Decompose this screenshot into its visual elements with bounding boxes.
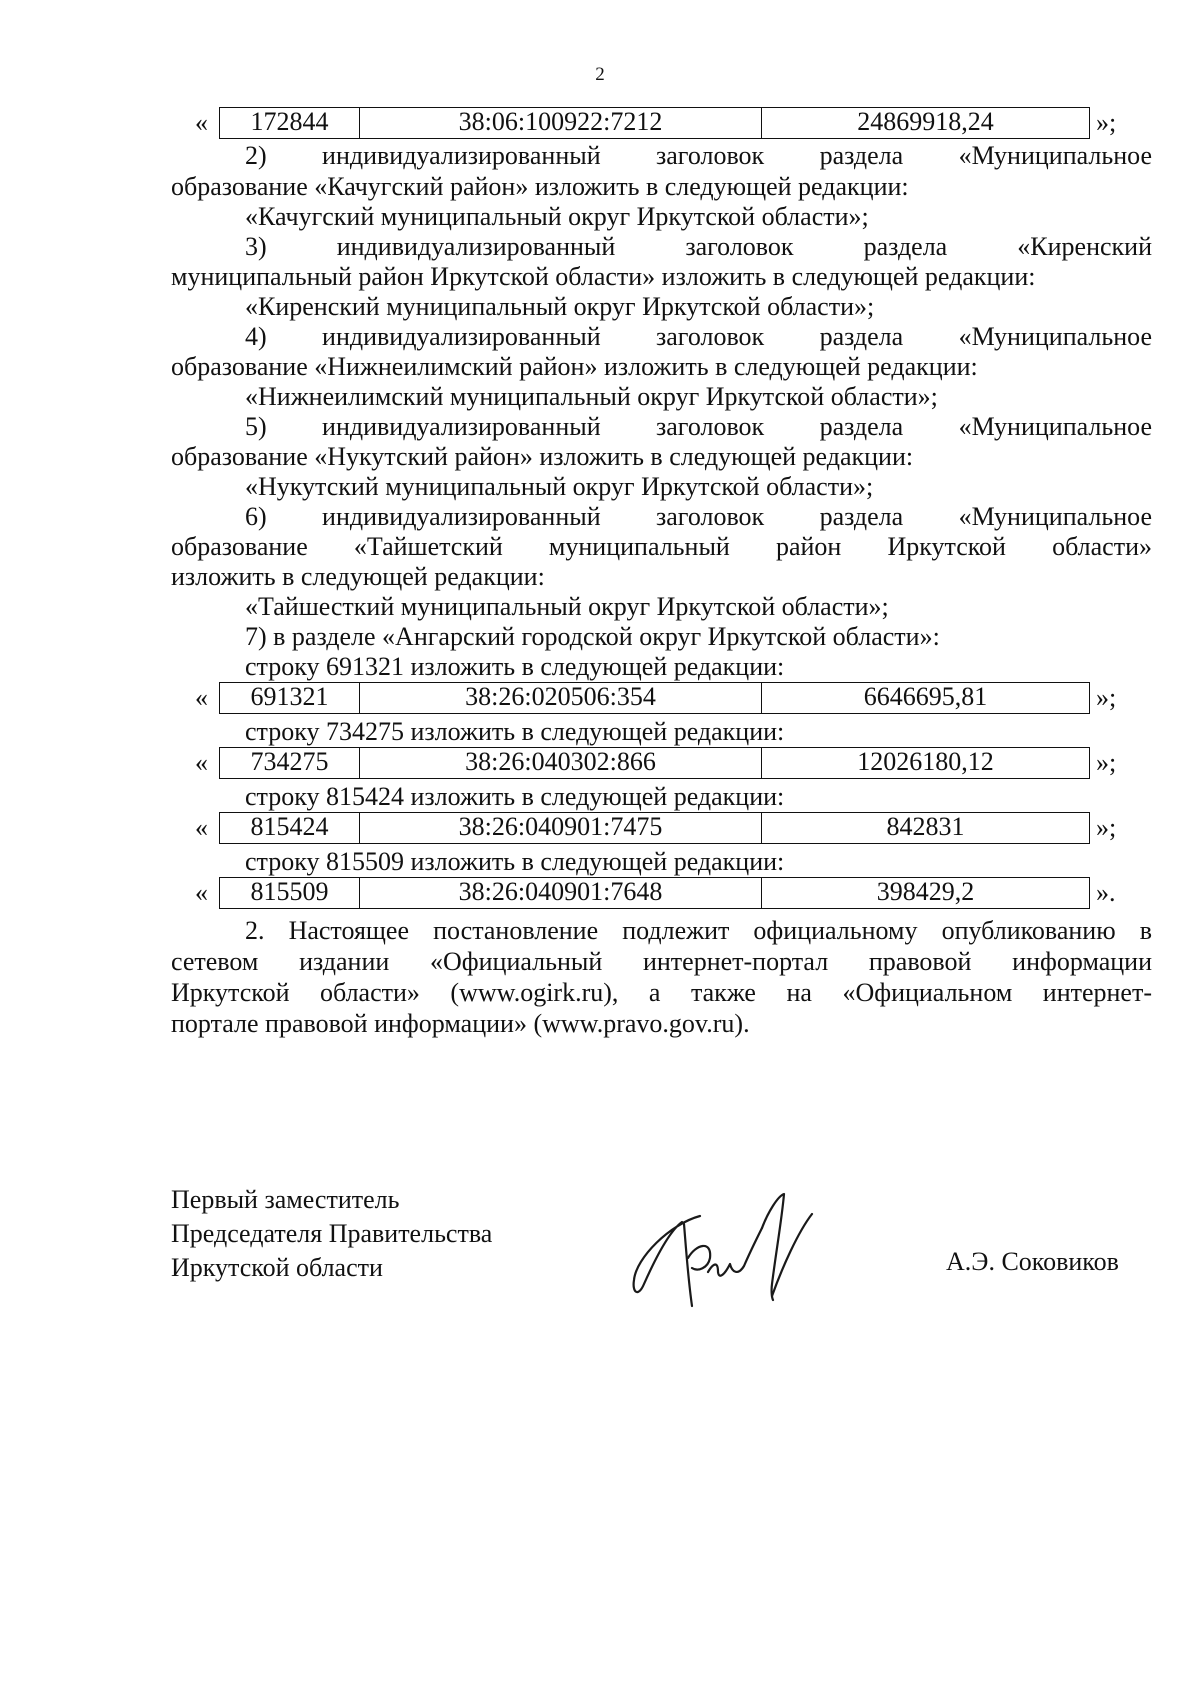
item-2-new-name: «Качугский муниципальный округ Иркутской области»;	[245, 202, 869, 231]
quote-open: «	[195, 813, 208, 842]
table-cell-cadastral: 38:26:040901:7648	[360, 878, 762, 908]
table-cell-value: 842831	[886, 812, 965, 841]
quote-close: »;	[1096, 748, 1117, 777]
paragraph-2-line-4: портале правовой информации» (www.pravo.gov.ru).	[171, 1009, 750, 1038]
quote-open: «	[195, 878, 208, 907]
item-6-line-1: 6) индивидуализированный заголовок раздела «Муниципальное	[245, 502, 1152, 531]
signatory-title-line: Иркутской области	[171, 1253, 383, 1282]
table-cell-id: 691321	[220, 683, 360, 713]
table-row-cells	[219, 107, 1090, 139]
signatory-name: А.Э. Соковиков	[946, 1247, 1119, 1276]
table-row-cells	[219, 812, 1090, 844]
paragraph-2-line-3: Иркутской области» (www.ogirk.ru), а также на «Официальном интернет-	[171, 978, 1152, 1007]
item-5-new-name: «Нукутский муниципальный округ Иркутской области»;	[245, 472, 874, 501]
item-3-line-2: муниципальный район Иркутской области» изложить в следующей редакции:	[171, 262, 1036, 291]
table-cell-id: 172844	[220, 108, 360, 138]
table-cell-cadastral: 38:26:040901:7475	[360, 813, 762, 843]
page-number: 2	[595, 64, 605, 85]
table-row	[195, 682, 1160, 714]
table-cell-value: 12026180,12	[857, 747, 994, 776]
item-7-heading: 7) в разделе «Ангарский городской округ Иркутской области»:	[245, 622, 940, 651]
item-6-new-name: «Тайшесткий муниципальный округ Иркутской области»;	[245, 592, 889, 621]
table-cell-cadastral: 38:26:020506:354	[360, 683, 762, 713]
table-cell-id: 734275	[220, 748, 360, 778]
paragraph-2-line-1: 2. Настоящее постановление подлежит официальному опубликованию в	[245, 916, 1152, 945]
table-row	[195, 107, 1160, 139]
item-4-line-2: образование «Нижнеилимский район» изложить в следующей редакции:	[171, 352, 978, 381]
item-4-line-1: 4) индивидуализированный заголовок раздела «Муниципальное	[245, 322, 1152, 351]
item-5-line-2: образование «Нукутский район» изложить в следующей редакции:	[171, 442, 914, 471]
table-row-cells	[219, 877, 1090, 909]
row-edit-intro: строку 691321 изложить в следующей редакции:	[245, 652, 785, 681]
table-cell-cadastral: 38:26:040302:866	[360, 748, 762, 778]
item-5-line-1: 5) индивидуализированный заголовок раздела «Муниципальное	[245, 412, 1152, 441]
quote-close: »;	[1096, 813, 1117, 842]
table-row	[195, 877, 1160, 909]
table-row	[195, 747, 1160, 779]
table-cell-value: 398429,2	[876, 877, 975, 906]
paragraph-2-line-2: сетевом издании «Официальный интернет-портал правовой информации	[171, 947, 1152, 976]
table-row-cells	[219, 747, 1090, 779]
quote-open: «	[195, 748, 208, 777]
quote-open: «	[195, 683, 208, 712]
table-row	[195, 812, 1160, 844]
item-3-new-name: «Киренский муниципальный округ Иркутской области»;	[245, 292, 875, 321]
table-cell-id: 815509	[220, 878, 360, 908]
table-cell-value: 6646695,81	[863, 682, 988, 711]
item-3-line-1: 3) индивидуализированный заголовок раздела «Киренский	[245, 232, 1152, 261]
signatory-title-line: Председателя Правительства	[171, 1219, 493, 1248]
quote-close: »;	[1096, 683, 1117, 712]
quote-close: »;	[1096, 108, 1117, 137]
item-6-line-2: образование «Тайшетский муниципальный район Иркутской области»	[171, 532, 1152, 561]
item-4-new-name: «Нижнеилимский муниципальный округ Иркутской области»;	[245, 382, 938, 411]
item-2-line-2: образование «Качугский район» изложить в следующей редакции:	[171, 172, 909, 201]
signatory-title-line: Первый заместитель	[171, 1185, 400, 1214]
item-6-line-3: изложить в следующей редакции:	[171, 562, 545, 591]
table-cell-cadastral: 38:06:100922:7212	[360, 108, 762, 138]
quote-close: ».	[1096, 878, 1116, 907]
table-cell-id: 815424	[220, 813, 360, 843]
row-edit-intro: строку 815424 изложить в следующей редакции:	[245, 782, 785, 811]
signatory-title	[171, 1183, 492, 1285]
row-edit-intro: строку 734275 изложить в следующей редакции:	[245, 717, 785, 746]
item-2-line-1: 2) индивидуализированный заголовок раздела «Муниципальное	[245, 141, 1152, 170]
quote-open: «	[195, 108, 208, 137]
table-row-cells	[219, 682, 1090, 714]
row-edit-intro: строку 815509 изложить в следующей редакции:	[245, 847, 785, 876]
handwritten-signature	[622, 1188, 832, 1313]
table-cell-value: 24869918,24	[857, 107, 994, 136]
